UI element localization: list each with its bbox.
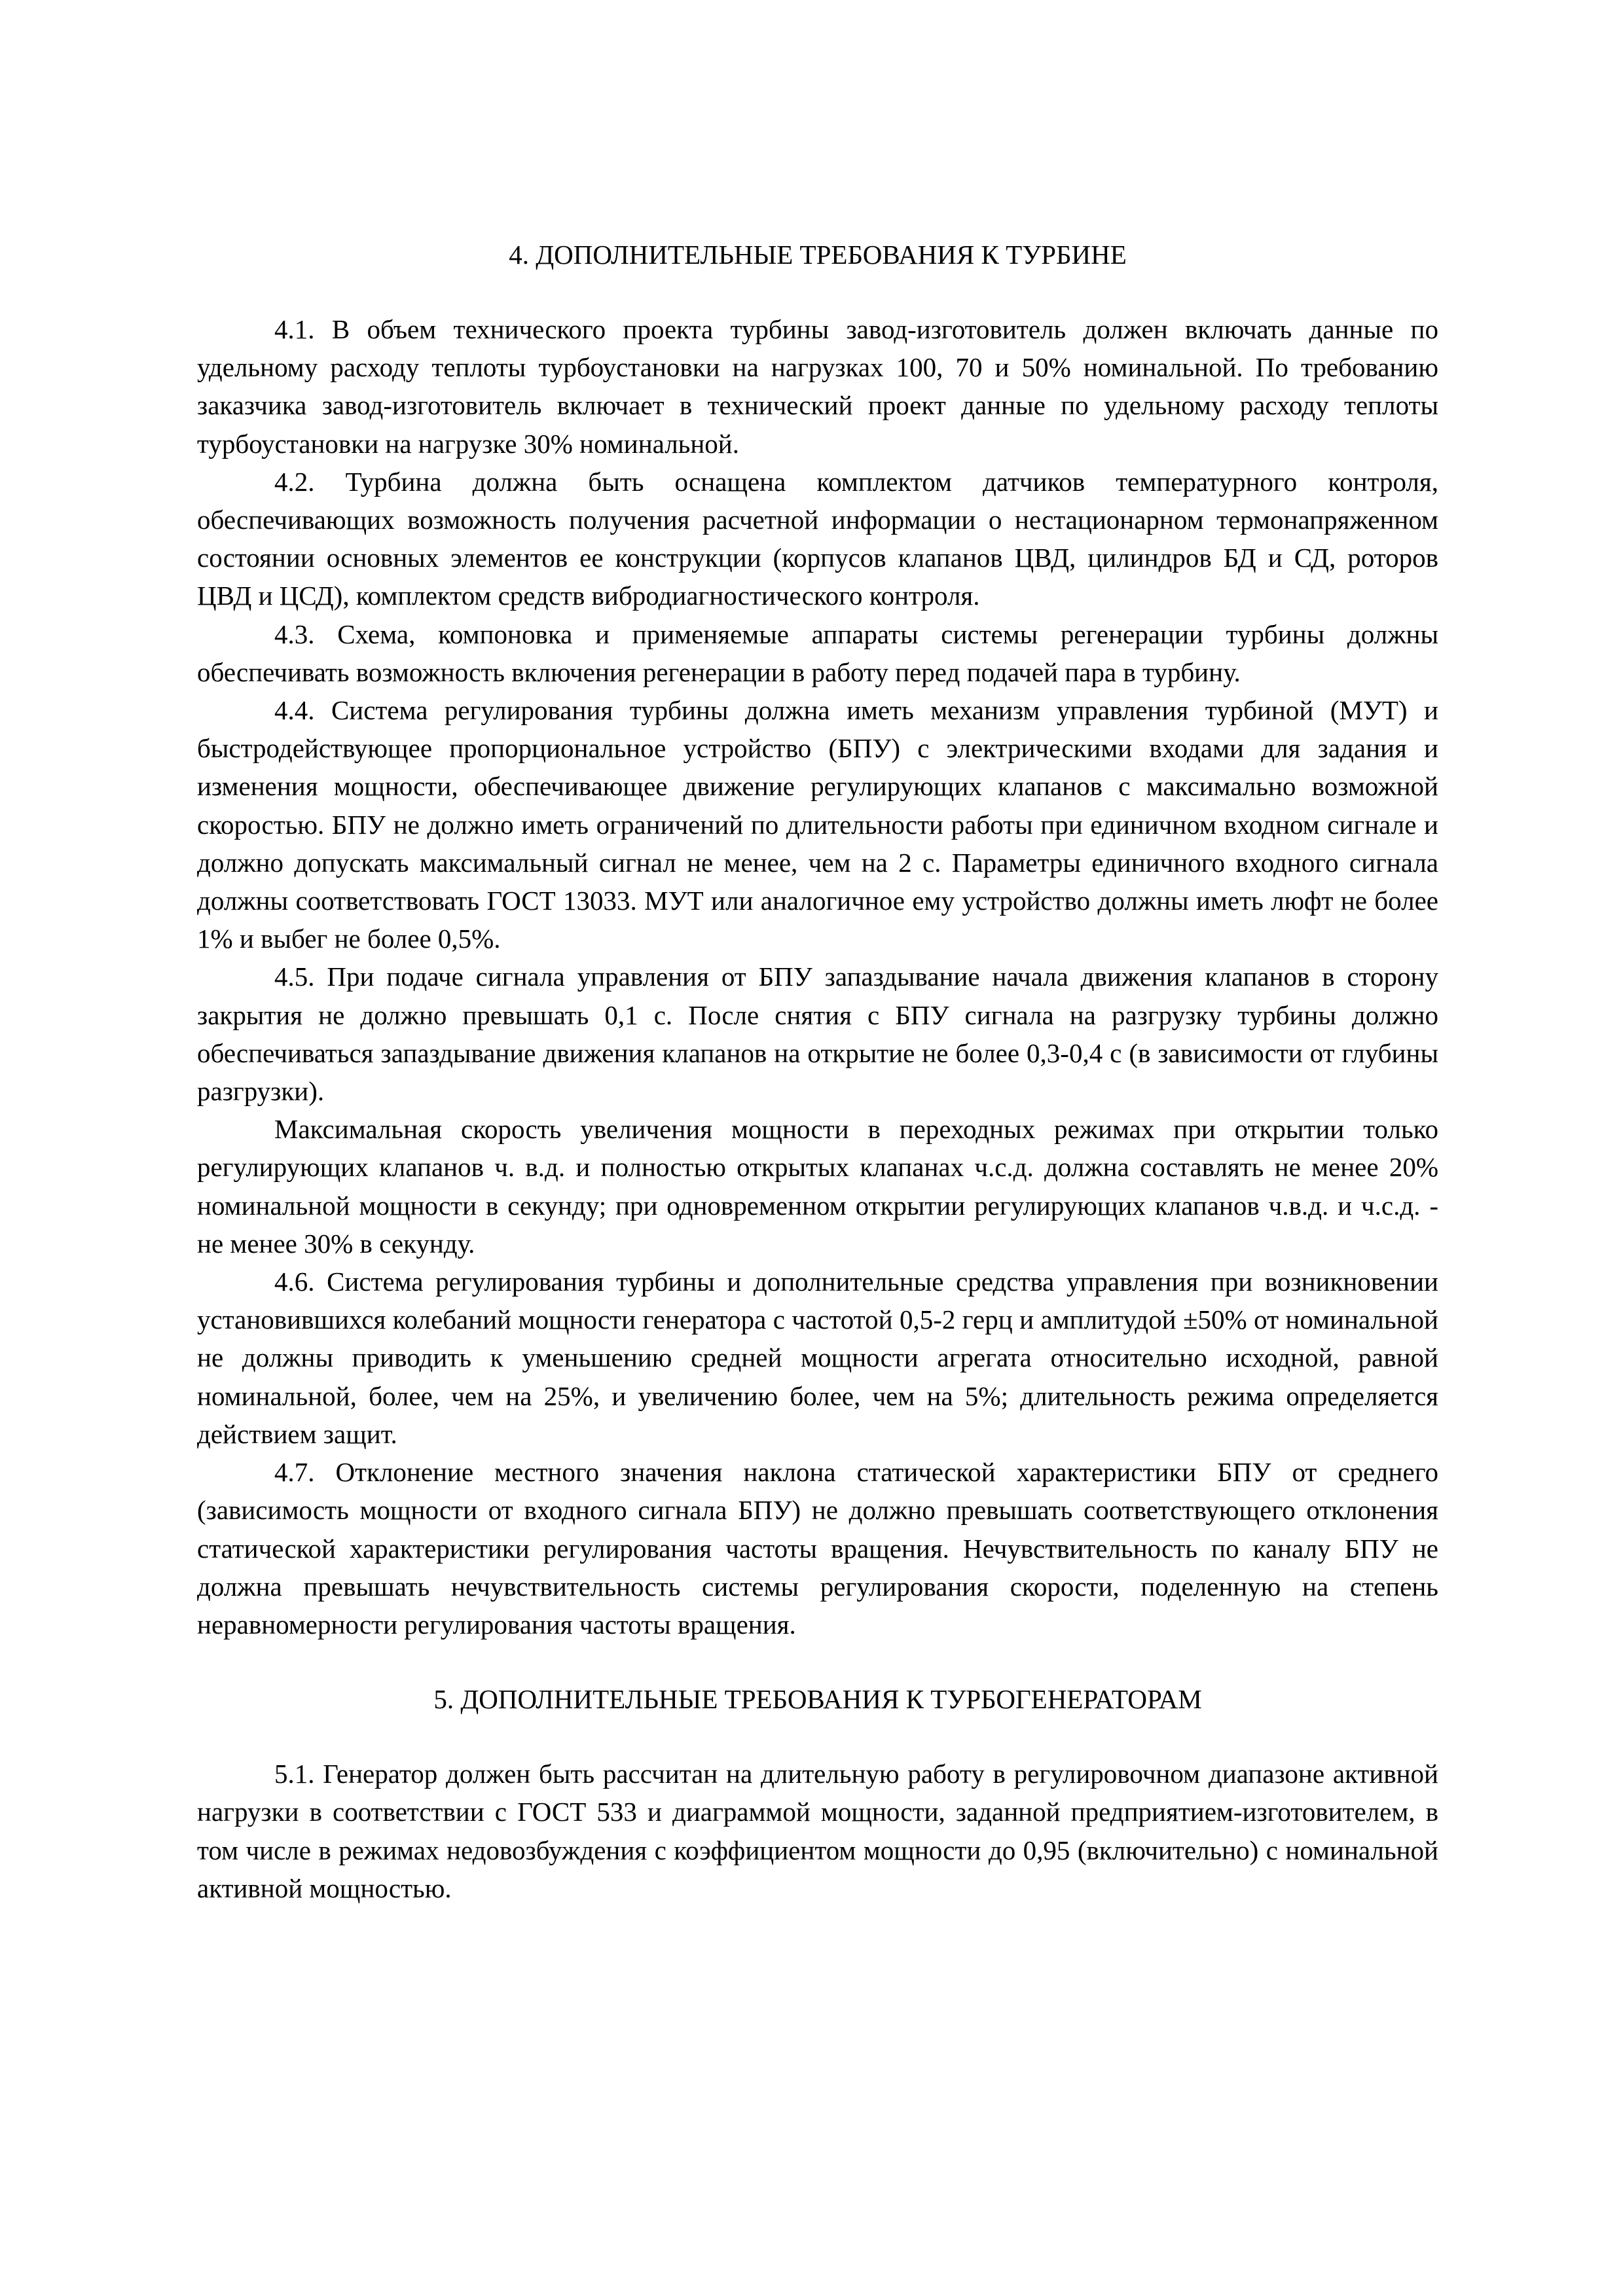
- paragraph-4-1: 4.1. В объем технического проекта турбины завод-изготовитель должен включать данные по удельному расходу теплоты турбоустановки на нагрузках 100, 70 и 50% номинальной. По требованию заказчика завод-изготовитель включает в технический проект данные по удельному расходу теплоты турбоустановки на нагрузке 30% номинальной.: [197, 314, 1438, 459]
- paragraph-4-2: 4.2. Турбина должна быть оснащена комплектом датчиков температурного контроля, обеспечивающих возможность получения расчетной информации о нестационарном термонапряженном состоянии основных элементов ее конструкции (корпусов клапанов ЦВД, цилиндров БД и СД, роторов ЦВД и ЦСД), комплектом средств вибродиагностического контроля.: [197, 466, 1438, 611]
- paragraph-4-3: 4.3. Схема, компоновка и применяемые аппараты системы регенерации турбины должны обеспечивать возможность включения регенерации в работу перед подачей пара в турбину.: [197, 619, 1438, 687]
- paragraph-4-4: 4.4. Система регулирования турбины должна иметь механизм управления турбиной (МУТ) и быстродействующее пропорциональное устройство (БПУ) с электрическими входами для задания и изменения мощности, обеспечивающее движение регулирующих клапанов с максимально возможной скоростью. БПУ не должно иметь ограничений по длительности работы при единичном входном сигнале и должно допускать максимальный сигнал не менее, чем на 2 с. Параметры единичного входного сигнала должны соответствовать ГОСТ 13033. МУТ или аналогичное ему устройство должны иметь люфт не более 1% и выбег не более 0,5%.: [197, 695, 1438, 954]
- paragraph-4-6: 4.6. Система регулирования турбины и дополнительные средства управления при возникновении установившихся колебаний мощности генератора с частотой 0,5-2 герц и амплитудой ±50% от номинальной не должны приводить к уменьшению средней мощности агрегата относительно исходной, равной номинальной, более, чем на 25%, и увеличению более, чем на 5%; длительность режима определяется действием защит.: [197, 1266, 1438, 1449]
- paragraph-4-7: 4.7. Отклонение местного значения наклона статической характеристики БПУ от среднего (зависимость мощности от входного сигнала БПУ) не должно превышать соответствующего отклонения статической характеристики регулирования частоты вращения. Нечувствительность по каналу БПУ не должна превышать нечувствительность системы регулирования скорости, поделенную на степень неравномерности регулирования частоты вращения.: [197, 1457, 1438, 1640]
- paragraph-5-1: 5.1. Генератор должен быть рассчитан на длительную работу в регулировочном диапазоне активной нагрузки в соответствии с ГОСТ 533 и диаграммой мощности, заданной предприятием-изготовителем, в том числе в режимах недовозбуждения с коэффициентом мощности до 0,95 (включительно) с номинальной активной мощностью.: [197, 1759, 1438, 1903]
- page-content: [197, 236, 1438, 1907]
- paragraph-4-5-continued: Максимальная скорость увеличения мощности в переходных режимах при открытии только регулирующих клапанов ч. в.д. и полностью открытых клапанах ч.с.д. должна составлять не менее 20% номинальной мощности в секунду; при одновременном открытии регулирующих клапанов ч.в.д. и ч.с.д. - не менее 30% в секунду.: [197, 1114, 1438, 1259]
- section-5-heading: 5. ДОПОЛНИТЕЛЬНЫЕ ТРЕБОВАНИЯ К ТУРБОГЕНЕРАТОРАМ: [433, 1684, 1202, 1715]
- section-4-heading: 4. ДОПОЛНИТЕЛЬНЫЕ ТРЕБОВАНИЯ К ТУРБИНЕ: [509, 240, 1127, 270]
- paragraph-4-5: 4.5. При подаче сигнала управления от БПУ запаздывание начала движения клапанов в сторону закрытия не должно превышать 0,1 с. После снятия с БПУ сигнала на разгрузку турбины должно обеспечиваться запаздывание движения клапанов на открытие не более 0,3-0,4 с (в зависимости от глубины разгрузки).: [197, 961, 1438, 1107]
